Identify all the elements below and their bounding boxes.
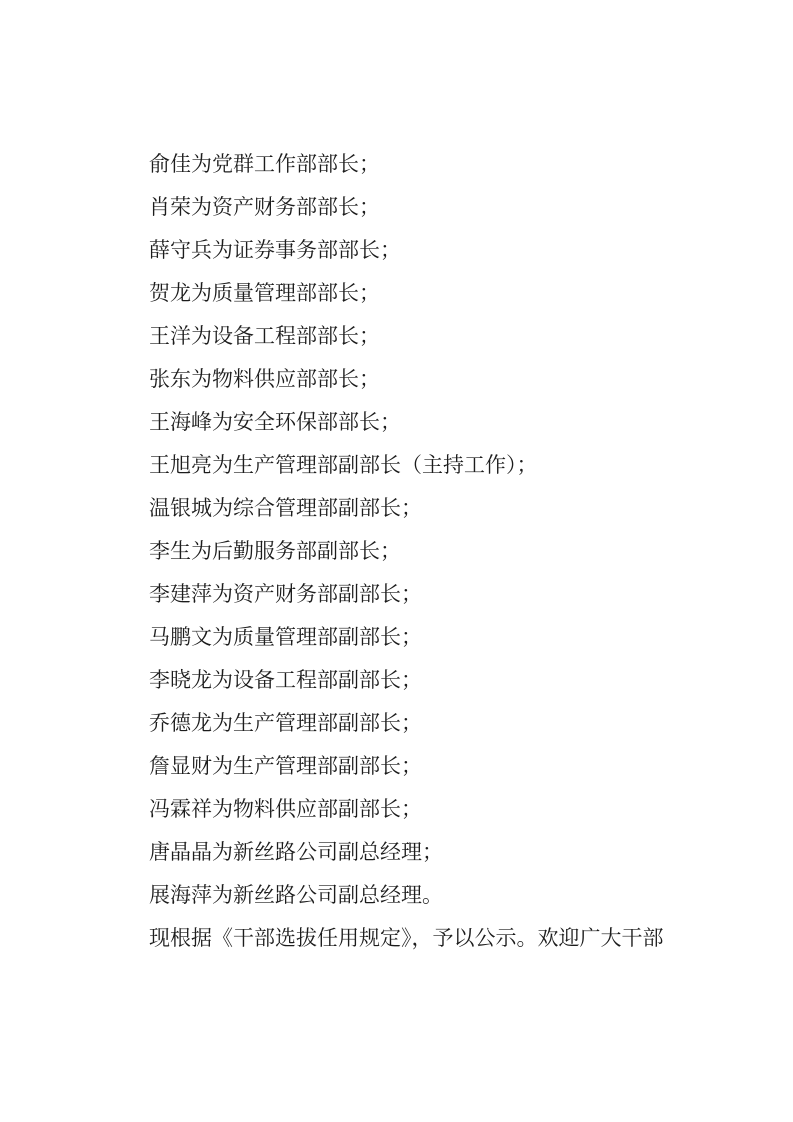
document-line: 乔德龙为生产管理部副部长； <box>149 711 422 735</box>
document-line: 冯霖祥为物料供应部副部长； <box>149 797 422 821</box>
document-line: 现根据《干部选拔任用规定》，予以公示。欢迎广大干部 <box>149 926 664 950</box>
document-line: 肖荣为资产财务部部长； <box>149 195 380 219</box>
document-body <box>107 143 693 960</box>
document-line: 王洋为设备工程部部长； <box>149 324 380 348</box>
document-line: 唐晶晶为新丝路公司副总经理； <box>149 840 443 864</box>
document-line: 王海峰为安全环保部部长； <box>149 410 401 434</box>
document-line: 薛守兵为证券事务部部长； <box>149 238 401 262</box>
document-line: 温银城为综合管理部副部长； <box>149 496 422 520</box>
document-line: 展海萍为新丝路公司副总经理。 <box>149 883 443 907</box>
document-line: 贺龙为质量管理部部长； <box>149 281 380 305</box>
document-line: 俞佳为党群工作部部长； <box>149 152 380 176</box>
document-line: 李晓龙为设备工程部副部长； <box>149 668 422 692</box>
document-line: 马鹏文为质量管理部副部长； <box>149 625 422 649</box>
document-line: 王旭亮为生产管理部副部长（主持工作）； <box>149 453 538 477</box>
document-line: 李建萍为资产财务部副部长； <box>149 582 422 606</box>
document-line: 李生为后勤服务部副部长； <box>149 539 401 563</box>
document-line: 张东为物料供应部部长； <box>149 367 380 391</box>
document-line: 詹显财为生产管理部副部长； <box>149 754 422 778</box>
